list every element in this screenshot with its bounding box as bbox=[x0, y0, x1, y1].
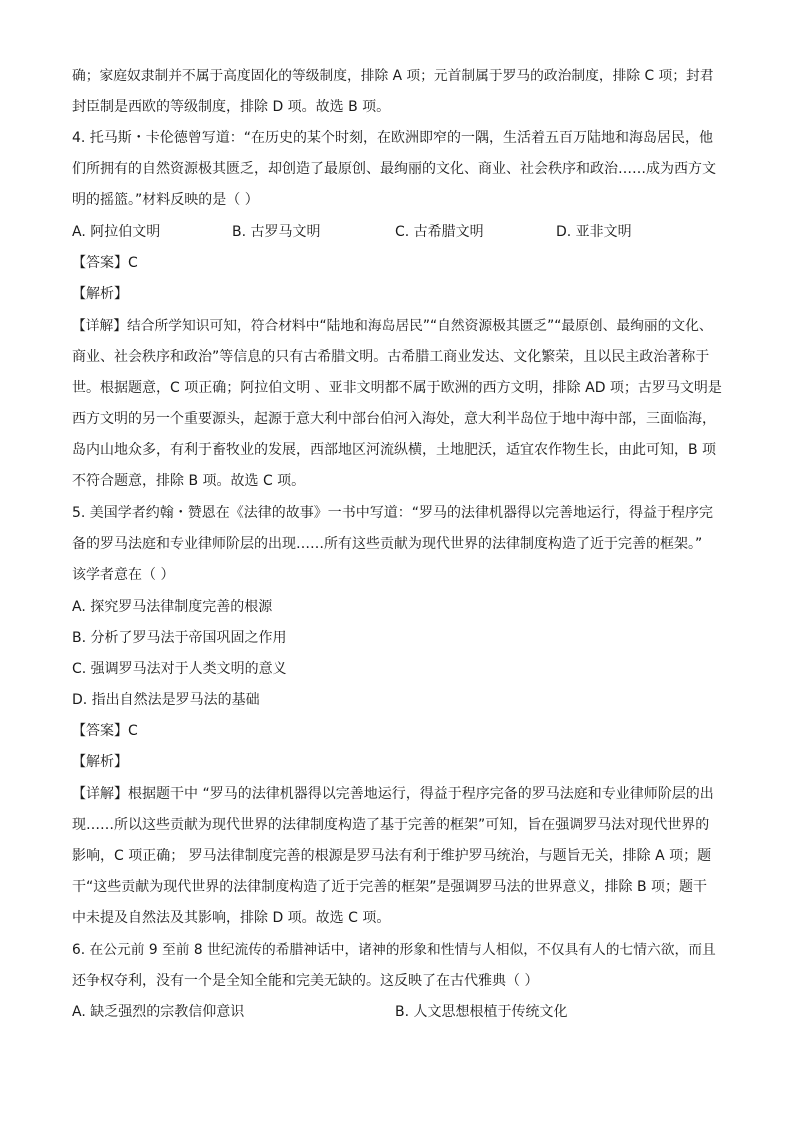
text-line: 确；家庭奴隶制并不属于高度固化的等级制度，排除 A 项；元首制属于罗马的政治制度，排除 C 项；封君 bbox=[72, 68, 714, 84]
question-stem-line: 还争权夺利，没有一个是全知全能和完美无缺的。这反映了在古代雅典（ ） bbox=[72, 973, 539, 989]
option-d: D. 亚非文明 bbox=[556, 224, 632, 240]
detail-line: 【详解】结合所学知识可知，符合材料中“陆地和海岛居民”“自然资源极其匮乏”“最原创、最绚丽的文化、 bbox=[72, 318, 713, 334]
option-b: B. 人文思想根植于传统文化 bbox=[395, 1004, 568, 1020]
option-c: C. 强调罗马法对于人类文明的意义 bbox=[72, 661, 287, 677]
option-b: B. 古罗马文明 bbox=[232, 224, 321, 240]
text-line: 封臣制是西欧的等级制度，排除 D 项。故选 B 项。 bbox=[72, 99, 391, 115]
detail-line: 干“这些贡献为现代世界的法律制度构造了近于完善的框架”是强调罗马法的世界意义，排除 B 项；题干 bbox=[72, 879, 708, 895]
question-stem-line: 备的罗马法庭和专业律师阶层的出现……所有这些贡献为现代世界的法律制度构造了近于完善的框架。” bbox=[72, 536, 703, 552]
detail-line: 岛内山地众多，有利于畜牧业的发展，西部地区河流纵横，土地肥沃，适宜农作物生长，由此可知，B 项 bbox=[72, 442, 717, 458]
detail-line: 商业、社会秩序和政治”等信息的只有古希腊文明。古希腊工商业发达、文化繁荣，且以民主政治著称于 bbox=[72, 349, 710, 365]
detail-line: 世。根据题意，C 项正确；阿拉伯文明 、亚非文明都不属于欧洲的西方文明，排除 AD 项；古罗马文明是 bbox=[72, 380, 722, 396]
question-stem-line: 明的摇篮。”材料反映的是（ ） bbox=[72, 192, 259, 208]
option-d: D. 指出自然法是罗马法的基础 bbox=[72, 692, 260, 708]
answer-label: 【答案】C bbox=[72, 255, 138, 271]
answer-label: 【答案】C bbox=[72, 723, 138, 739]
detail-line: 中未提及自然法及其影响，排除 D 项。故选 C 项。 bbox=[72, 910, 391, 926]
detail-line: 现……所以这些贡献为现代世界的法律制度构造了基于完善的框架”可知，旨在强调罗马法对现代世界的 bbox=[72, 817, 710, 833]
detail-line: 西方文明的另一个重要源头，起源于意大利中部台伯河入海处，意大利半岛位于地中海中部，三面临海， bbox=[72, 411, 716, 427]
analysis-label: 【解析】 bbox=[72, 754, 128, 770]
option-a: A. 探究罗马法律制度完善的根源 bbox=[72, 599, 273, 615]
question-stem-line: 该学者意在（ ） bbox=[72, 567, 175, 583]
detail-line: 【详解】根据题干中 “罗马的法律机器得以完善地运行，得益于程序完备的罗马法庭和专业律师阶层的出 bbox=[72, 786, 714, 802]
detail-line: 影响，C 项正确； 罗马法律制度完善的根源是罗马法有利于维护罗马统治，与题旨无关，排除 A 项；题 bbox=[72, 848, 712, 864]
detail-line: 不符合题意，排除 B 项。故选 C 项。 bbox=[72, 473, 306, 489]
analysis-label: 【解析】 bbox=[72, 286, 128, 302]
option-c: C. 古希腊文明 bbox=[395, 224, 484, 240]
question-stem-line: 5. 美国学者约翰・赞恩在《法律的故事》一书中写道：“罗马的法律机器得以完善地运行，得益于程序完 bbox=[72, 505, 714, 521]
question-stem-line: 6. 在公元前 9 至前 8 世纪流传的希腊神话中，诸神的形象和性情与人相似，不仅具有人的七情六欲，而且 bbox=[72, 942, 716, 958]
option-a: A. 阿拉伯文明 bbox=[72, 224, 161, 240]
option-a: A. 缺乏强烈的宗教信仰意识 bbox=[72, 1004, 245, 1020]
question-stem-line: 们所拥有的自然资源极其匮乏，却创造了最原创、最绚丽的文化、商业、社会秩序和政治……成为西方文 bbox=[72, 161, 716, 177]
question-stem-line: 4. 托马斯・卡伦德曾写道：“在历史的某个时刻，在欧洲即窄的一隅，生活着五百万陆地和海岛居民，他 bbox=[72, 130, 714, 146]
option-b: B. 分析了罗马法于帝国巩固之作用 bbox=[72, 630, 287, 646]
